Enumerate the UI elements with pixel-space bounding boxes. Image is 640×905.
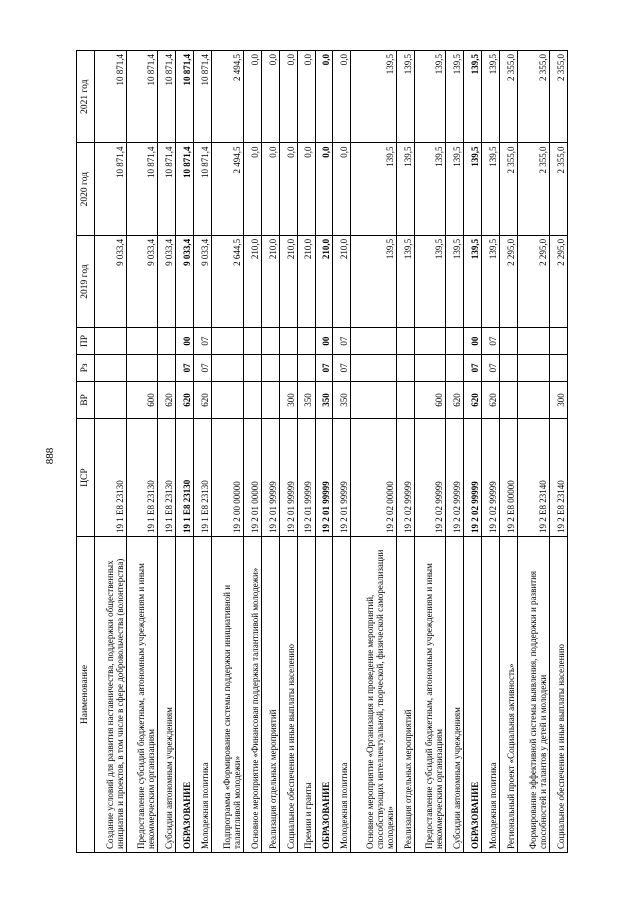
row-2021: 10 871,4 [158,51,176,143]
row-rz [396,354,414,381]
row-2021: 10 871,4 [126,51,158,143]
row-pr: 07 [194,328,212,355]
row-csr: 19 1 E8 23130 [126,419,158,537]
row-2021: 2 355,0 [549,51,567,143]
row-2021: 0,0 [279,51,297,143]
row-vr: 620 [446,381,464,418]
table-row [500,51,518,853]
row-2020: 10 871,4 [158,143,176,235]
row-rz: 07 [194,354,212,381]
header-pr: ПР [77,328,95,355]
row-vr: 620 [194,381,212,418]
table-row [261,51,279,853]
table-row [396,51,414,853]
row-pr [414,328,446,355]
row-vr: 620 [158,381,176,418]
row-rz [297,354,315,381]
row-vr: 620 [464,381,482,418]
row-2020: 10 871,4 [176,143,194,235]
row-rz [500,354,518,381]
row-vr: 620 [176,381,194,418]
row-csr: 19 1 E8 23130 [176,419,194,537]
table-row [351,51,397,853]
row-2021: 10 871,4 [176,51,194,143]
row-vr: 300 [549,381,567,418]
row-name: Создание условий для развития наставничества, поддержки общественных инициатив и проектов, в том числе в сфере добровольчества (волонтерства) [95,537,127,853]
table-row [518,51,550,853]
row-2020: 139,5 [482,143,500,235]
row-pr: 00 [176,328,194,355]
row-2019: 210,0 [261,235,279,327]
row-2020: 10 871,4 [194,143,212,235]
row-vr [212,381,244,418]
row-rz: 07 [464,354,482,381]
row-name: Реализация отдельных мероприятий [261,537,279,853]
row-pr [396,328,414,355]
row-vr: 350 [315,381,333,418]
row-2021: 2 494,5 [212,51,244,143]
row-2020: 10 871,4 [95,143,127,235]
table-row [446,51,464,853]
row-name: Молодежная политика [194,537,212,853]
budget-table-rotated [76,50,568,853]
table-body [95,51,568,853]
page-number: 888 [44,447,56,465]
row-rz [351,354,397,381]
row-rz [126,354,158,381]
row-csr: 19 2 02 99999 [396,419,414,537]
row-2020: 139,5 [396,143,414,235]
row-2021: 139,5 [464,51,482,143]
row-name: Молодежная политика [482,537,500,853]
row-2019: 139,5 [446,235,464,327]
row-2021: 10 871,4 [194,51,212,143]
row-2020: 139,5 [464,143,482,235]
row-pr [549,328,567,355]
row-2020: 0,0 [297,143,315,235]
table-row [549,51,567,853]
row-2021: 0,0 [261,51,279,143]
row-2021: 0,0 [315,51,333,143]
row-csr: 19 2 E8 00000 [500,419,518,537]
row-2021: 139,5 [396,51,414,143]
row-vr [518,381,550,418]
row-pr [261,328,279,355]
row-name: Региональный проект «Социальная активность» [500,537,518,853]
row-pr [297,328,315,355]
table-row [414,51,446,853]
table-row [126,51,158,853]
row-2020: 139,5 [351,143,397,235]
row-vr [396,381,414,418]
row-2019: 9 033,4 [126,235,158,327]
row-name: Подпрограмма «Формирование системы поддержки инициативной и талантливой молодежи» [212,537,244,853]
row-2021: 10 871,4 [95,51,127,143]
row-2019: 9 033,4 [194,235,212,327]
row-csr: 19 2 02 99999 [482,419,500,537]
row-pr: 00 [315,328,333,355]
row-2019: 9 033,4 [176,235,194,327]
row-2019: 210,0 [315,235,333,327]
row-2020: 0,0 [333,143,351,235]
header-2019: 2019 год [77,235,95,327]
row-name: Субсидии автономным учреждениям [158,537,176,853]
row-2020: 10 871,4 [126,143,158,235]
row-2020: 139,5 [446,143,464,235]
row-pr [212,328,244,355]
row-2019: 210,0 [297,235,315,327]
table-row [315,51,333,853]
row-2019: 9 033,4 [158,235,176,327]
table-row [176,51,194,853]
row-vr [243,381,261,418]
row-2019: 210,0 [333,235,351,327]
row-2019: 2 644,5 [212,235,244,327]
row-2019: 210,0 [279,235,297,327]
row-2021: 0,0 [297,51,315,143]
row-2020: 0,0 [243,143,261,235]
row-rz: 07 [333,354,351,381]
row-pr: 07 [333,328,351,355]
row-2021: 2 355,0 [518,51,550,143]
row-csr: 19 2 01 99999 [279,419,297,537]
row-name: Премии и гранты [297,537,315,853]
row-pr [95,328,127,355]
row-rz [549,354,567,381]
row-csr: 19 2 00 00000 [212,419,244,537]
row-2019: 9 033,4 [95,235,127,327]
header-rz: Рз [77,354,95,381]
row-2019: 139,5 [351,235,397,327]
header-csr: ЦСР [77,419,95,537]
row-2021: 139,5 [414,51,446,143]
row-2020: 2 355,0 [500,143,518,235]
row-rz [261,354,279,381]
row-csr: 19 2 01 99999 [297,419,315,537]
row-pr [518,328,550,355]
row-csr: 19 2 E8 23140 [518,419,550,537]
row-csr: 19 2 01 99999 [315,419,333,537]
row-rz: 07 [176,354,194,381]
row-pr: 07 [482,328,500,355]
row-pr [279,328,297,355]
row-vr: 620 [482,381,500,418]
row-vr [351,381,397,418]
row-name: Формирование эффективной системы выявления, поддержки и развития способностей и талантов у детей и молодежи [518,537,550,853]
row-name: Основное мероприятие «Организация и проведение мероприятий, способствующих интеллектуальной, творческой, физической самореализации молодежи» [351,537,397,853]
row-2021: 139,5 [482,51,500,143]
row-2021: 0,0 [333,51,351,143]
row-pr [351,328,397,355]
budget-table [76,50,568,853]
row-pr [500,328,518,355]
row-csr: 19 1 E8 23130 [194,419,212,537]
row-2021: 139,5 [351,51,397,143]
row-name: Социальное обеспечение и иные выплаты населению [549,537,567,853]
row-rz [158,354,176,381]
row-csr: 19 2 02 00000 [351,419,397,537]
row-2019: 2 295,0 [549,235,567,327]
row-vr: 350 [297,381,315,418]
row-name: Предоставление субсидий бюджетным, автономным учреждениям и иным некоммерческим организациям [126,537,158,853]
row-rz [279,354,297,381]
row-csr: 19 2 01 00000 [243,419,261,537]
table-row [333,51,351,853]
row-vr: 350 [333,381,351,418]
row-2020: 2 494,5 [212,143,244,235]
header-name: Наименование [77,537,95,853]
row-csr: 19 2 02 99999 [446,419,464,537]
table-row [482,51,500,853]
row-2020: 0,0 [315,143,333,235]
row-csr: 19 1 E8 23130 [158,419,176,537]
row-pr [446,328,464,355]
row-rz [212,354,244,381]
row-rz [446,354,464,381]
row-2019: 139,5 [414,235,446,327]
table-row [95,51,127,853]
row-2019: 139,5 [464,235,482,327]
row-name: Основное мероприятие «Финансовая поддержка талантливой молодежи» [243,537,261,853]
row-rz: 07 [482,354,500,381]
row-rz: 07 [315,354,333,381]
row-vr [95,381,127,418]
row-name: Молодежная политика [333,537,351,853]
row-csr: 19 2 02 99999 [414,419,446,537]
row-2021: 2 355,0 [500,51,518,143]
table-row [279,51,297,853]
row-rz [243,354,261,381]
row-vr [500,381,518,418]
row-rz [414,354,446,381]
row-csr: 19 2 01 99999 [333,419,351,537]
row-pr: 00 [464,328,482,355]
row-name: Предоставление субсидий бюджетным, автономным учреждениям и иным некоммерческим организациям [414,537,446,853]
row-2019: 139,5 [396,235,414,327]
row-rz [518,354,550,381]
row-2021: 139,5 [446,51,464,143]
row-name: ОБРАЗОВАНИЕ [464,537,482,853]
row-vr: 300 [279,381,297,418]
header-2021: 2021 год [77,51,95,143]
row-2020: 0,0 [279,143,297,235]
table-row [297,51,315,853]
row-vr [261,381,279,418]
table-row [464,51,482,853]
row-2020: 0,0 [261,143,279,235]
row-name: Социальное обеспечение и иные выплаты населению [279,537,297,853]
row-name: Субсидии автономным учреждениям [446,537,464,853]
table-row [194,51,212,853]
table-row [243,51,261,853]
row-pr [126,328,158,355]
table-row [212,51,244,853]
row-2019: 2 295,0 [518,235,550,327]
row-csr: 19 1 E8 23130 [95,419,127,537]
row-rz [95,354,127,381]
row-name: ОБРАЗОВАНИЕ [176,537,194,853]
row-name: Реализация отдельных мероприятий [396,537,414,853]
row-vr: 600 [126,381,158,418]
row-2021: 0,0 [243,51,261,143]
row-csr: 19 2 02 99999 [464,419,482,537]
row-2019: 210,0 [243,235,261,327]
row-name: ОБРАЗОВАНИЕ [315,537,333,853]
row-2019: 139,5 [482,235,500,327]
row-csr: 19 2 E8 23140 [549,419,567,537]
row-2020: 2 355,0 [518,143,550,235]
row-2020: 2 355,0 [549,143,567,235]
header-vr: ВР [77,381,95,418]
row-vr: 600 [414,381,446,418]
header-2020: 2020 год [77,143,95,235]
table-header-row [77,51,95,853]
row-2020: 139,5 [414,143,446,235]
row-2019: 2 295,0 [500,235,518,327]
row-pr [158,328,176,355]
table-row [158,51,176,853]
row-pr [243,328,261,355]
row-csr: 19 2 01 99999 [261,419,279,537]
